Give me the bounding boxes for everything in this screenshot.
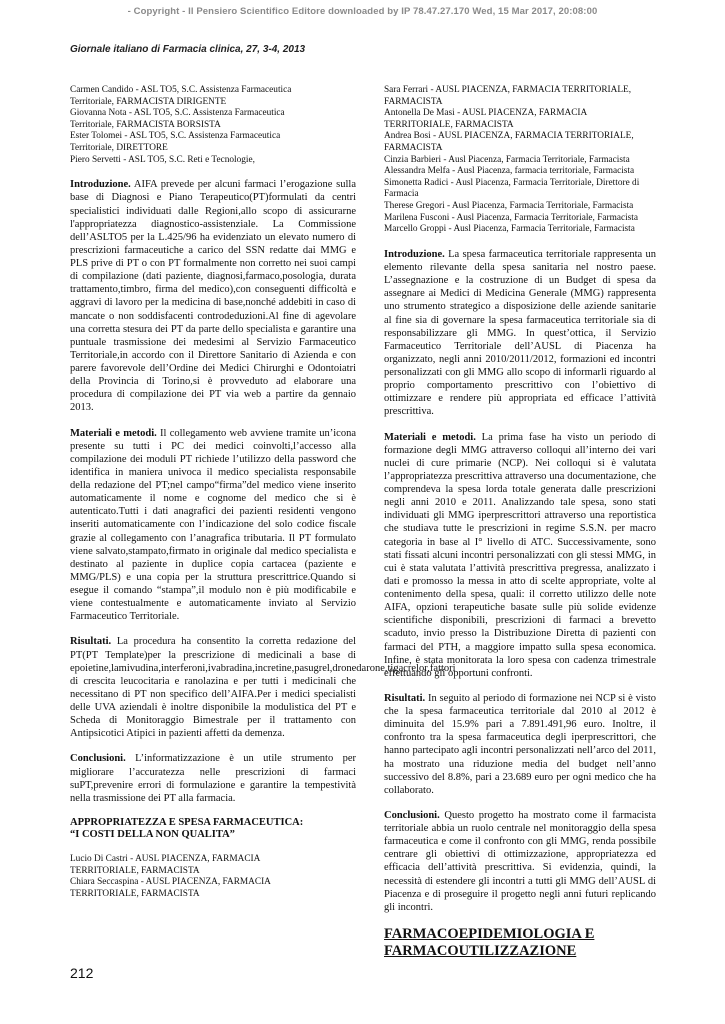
author-line: Cinzia Barbieri - Ausl Piacenza, Farmacia Territoriale, Farmacista <box>384 154 630 165</box>
author-line: Carmen Candido - ASL TO5, S.C. Assistenza Farmaceutica <box>70 85 292 95</box>
section-text: Questo progetto ha mostrato come il farmacista territoriale abbia un ruolo centrale nel monitoraggio della spesa farmaceutica e come il confronto con gli MMG, renda possibile centrare gli obiettivi di ottimizzazione, appropriatezza ed efficacia dell’attività prescrittiva. Si evidenzia, quindi, la necessità di estendere gli incontri a tutti gli MMG dell’AUSL di Piacenza e di proseguire il progetto negli anni futuri replicando gli incontri. <box>384 809 656 913</box>
author-line: Chiara Seccaspina - AUSL PIACENZA, FARMACIA <box>70 877 271 888</box>
section-text: In seguito al periodo di formazione nei NCP si è visto che la spesa farmaceutica territoriale dal 2010 al 2012 è diminuita del 15.9% pari a 7.891.491,96 euro. Inoltre, il confronto tra la spesa farmaceutica degli iperprescrittori, che hanno partecipato agli incontri personalizzati nell’arco del 2011, ha mostrato una riduzione media del budget nell’anno successivo del 8.8%, pari a 23.689 euro per ogni medico che ha collaborato. <box>384 692 656 796</box>
section-label: Conclusioni. <box>70 753 126 765</box>
author-list <box>70 854 356 900</box>
author-line: Andrea Bosi - AUSL PIACENZA, FARMACIA TERRITORIALE, <box>384 131 634 142</box>
abstract-title-line: “I COSTI DELLA NON QUALITA” <box>70 829 235 841</box>
author-line: Territoriale, DIRETTORE <box>70 143 168 154</box>
journal-citation: Giornale italiano di Farmacia clinica, 27, 3-4, 2013 <box>70 44 306 55</box>
section-materiali-metodi <box>70 427 356 624</box>
abstract-title-line: APPROPRIATEZZA E SPESA FARMACEUTICA: <box>70 816 304 828</box>
author-line: Lucio Di Castri - AUSL PIACENZA, FARMACIA <box>70 854 261 865</box>
section-text: La prima fase ha visto un periodo di formazione degli MMG attraverso colloqui all’interno dei vari nuclei di cure primarie (NCP). Nei colloqui si è valutata l’appropriatezza prescrittiva attraverso una documentazione, che comprendeva la spesa lorda totale generata dalle prescrizioni negli anni 2010 e 2011. Analizzando tale spesa, sono stati individuati gli MMG iperprescrittori attraverso una reportistica che studiava tutte le prescrizioni in regime S.S.N. per macro categoria in base al I° livello di ATC. Successivamente, sono stati fissati alcuni incontri personalizzati con gli stessi MMG, in cui è stata valutata l’attività prescrittiva pregressa, analizzato i dati e promosso la messa in atto di scelte appropriate, volte al contenimento della spesa, quali: il corretto utilizzo delle note AIFA, opzioni terapeutiche basate sulle più solide evidenze scientifiche disponibili, prescrizioni di farmaci a brevetto scaduto, invio presso la Distribuzione Diretta di pazienti con farmaci del PTH, a maggiore impatto sulla spesa economica. Infine, è stata monitorata la loro spesa con cadenza trimestrale effettuando gli opportuni confronti. <box>384 431 656 679</box>
section-label: Introduzione. <box>384 248 445 260</box>
copyright-banner: - Copyright - Il Pensiero Scientifico Editore downloaded by IP 78.47.27.170 Wed, 15 Mar 2017, 20:08:00 <box>127 6 598 17</box>
section-conclusioni <box>70 752 356 805</box>
section-introduzione <box>70 178 356 414</box>
author-line: TERRITORIALE, FARMACISTA <box>384 119 514 130</box>
section-introduzione <box>384 248 656 419</box>
section-label: Risultati. <box>70 636 112 648</box>
section-text: La procedura ha consentito la corretta redazione del PT(PT Template)per la prescrizione di medicinali a base di epoietine,lamivudina,interferoni,ivabradina,incretine,pasugrel,dronedarone,tigacrelor,fattori di crescita leucocitaria e ranolazina e per tutti i medicinali che necessitano di PT non specifico dell’AIFA.Per i medici specialisti delle UVA aziendali è inoltre disponibile la modulistica del PT e Scheda di Monitoraggio Bimestrale per il trattamento con Antipsicotici Atipici in pazienti affetti da demenza. <box>70 636 456 740</box>
section-label: Conclusioni. <box>384 809 440 821</box>
section-heading <box>384 926 656 959</box>
section-label: Risultati. <box>384 692 426 704</box>
section-heading-line: FARMACOEPIDEMIOLOGIA E <box>384 925 595 942</box>
author-line: FARMACISTA <box>384 96 443 107</box>
author-line: TERRITORIALE, FARMACISTA <box>70 865 200 876</box>
author-line: Territoriale, FARMACISTA BORSISTA <box>70 119 221 130</box>
author-line: Piero Servetti - ASL TO5, S.C. Reti e Tecnologie, <box>70 154 255 165</box>
section-materiali-metodi <box>384 431 656 680</box>
page-number: 212 <box>70 965 94 981</box>
section-text: AIFA prevede per alcuni farmaci l’erogazione sulla base di Diagnosi e Piano Terapeutico(PT)formulati da centri specialistici individuati dalle Regioni,allo scopo di assicurarne l'appropriatezza diagnostico-assistenziale. La Commissione dell’ASLTO5 per la L.425/96 ha evidenziato un elevato numero di prescrizioni farmaceutiche a carico del SSN redatte dai MMG e PLS prive di PT o con PT formalmente non corretto nei suoi campi di compilazione (dati paziente, diagnosi,farmaco,posologia, durata trattamento,timbro, firma del medico),con conseguenti difficoltà e aggravi di lavoro per la medicina di base,nonché addebiti in caso di mancate o non soddisfacenti controdeduzioni.Al fine di agevolare una corretta stesura dei PT da parte dello specialista e garantire una puntuale trasmissione dei medesimi al Servizio Farmaceutico Territoriale,in accordo con il Direttore Sanitario di Azienda e con parere favorevole dell’Ordine dei Medici Chirurghi e Odontoiatri della Provincia di Torino,si è provveduto ad elaborare una procedura di compilazione dei PT via web a partire da gennaio 2013. <box>70 179 356 414</box>
section-text: La spesa farmaceutica territoriale rappresenta un elemento rilevante della spesa sanitaria nel nostro paese. L’assegnazione e la costruzione di un Budget di spesa da assegnare ai Medici di Medicina Generale (MMG) rappresenta uno strumento strategico a disposizione delle aziende sanitarie al fine sia di governare la spesa farmaceutica territoriale sia di responsabilizzare gli MMG. In quest’ottica, il Servizio Farmaceutico Territoriale dell’AUSL di Piacenza ha organizzato, negli anni 2010/2011/2012, formazioni ed incontri personalizzati con gli MMG allo scopo di informarli riguardo al proprio comportamento prescrittivo con l’obiettivo di ottimizzare e rendere più appropriata ed efficace l’attività prescrittiva. <box>384 248 656 418</box>
author-line: Farmacia <box>384 189 419 200</box>
author-line: Ester Tolomei - ASL TO5, S.C. Assistenza Farmaceutica <box>70 131 281 142</box>
section-text: L’informatizzazione è un utile strumento per migliorare l’accuratezza nelle prescrizioni di farmaci suPT,prevenire errori di formulazione e garantire la tempestività nella trasmissione dei PT alla farmacia. <box>70 753 356 804</box>
author-line: Alessandra Melfa - Ausl Piacenza, farmacia territoriale, Farmacista <box>384 166 635 177</box>
author-line: Antonella De Masi - AUSL PIACENZA, FARMACIA <box>384 108 588 119</box>
abstract-title <box>70 817 356 842</box>
author-line: FARMACISTA <box>384 143 443 154</box>
author-list <box>384 85 656 236</box>
author-line: Therese Gregori - Ausl Piacenza, Farmacia Territoriale, Farmacista <box>384 201 634 212</box>
section-conclusioni <box>384 809 656 914</box>
section-text: Il collegamento web avviene tramite un’icona presente su tutti i PC dei medici coinvolti,l’accesso alla compilazione dei moduli PT richiede l’utilizzo della password che identifica in maniera univoca il medico specialista responsabile della redazione del PT;nel campo“firma”del medico viene inserito automaticamente il nome e cognome del medico che si è autenticato.Tutti i dati anagrafici dei pazienti residenti vengono inseriti automaticamente con l’indicazione del solo codice fiscale grazie al collegamento con l’anagrafica tributaria. Il PT formulato viene salvato,stampato,firmato in originale dal medico specialista e destinato al paziente in duplice copia cartacea (paziente e MMG/PLS) e una copia per la struttura prescrittrice.Quando si esegue il comando “stampa”,il modulo non è più modificabile e viene contestualmente e automaticamente inviato al Servizio Farmaceutico Territoriale. <box>70 427 356 623</box>
author-line: Territoriale, FARMACISTA DIRIGENTE <box>70 96 227 107</box>
left-column <box>70 85 456 901</box>
author-line: TERRITORIALE, FARMACISTA <box>70 888 200 899</box>
section-risultati <box>384 692 656 797</box>
section-risultati <box>70 635 456 740</box>
author-line: Marcello Groppi - Ausl Piacenza, Farmacia Territoriale, Farmacista <box>384 224 635 235</box>
author-line: Giovanna Nota - ASL TO5, S.C. Assistenza Farmaceutica <box>70 108 285 119</box>
author-line: Simonetta Radici - Ausl Piacenza, Farmacia Territoriale, Direttore di <box>384 177 640 188</box>
author-line: Sara Ferrari - AUSL PIACENZA, FARMACIA TERRITORIALE, <box>384 85 632 95</box>
section-label: Materiali e metodi. <box>70 427 157 439</box>
author-list <box>70 85 356 166</box>
section-heading-line: FARMACOUTILIZZAZIONE <box>384 942 577 959</box>
section-label: Materiali e metodi. <box>384 431 476 443</box>
section-label: Introduzione. <box>70 179 131 191</box>
author-line: Marilena Fusconi - Ausl Piacenza, Farmacia Territoriale, Farmacista <box>384 212 638 223</box>
right-column <box>384 85 656 959</box>
